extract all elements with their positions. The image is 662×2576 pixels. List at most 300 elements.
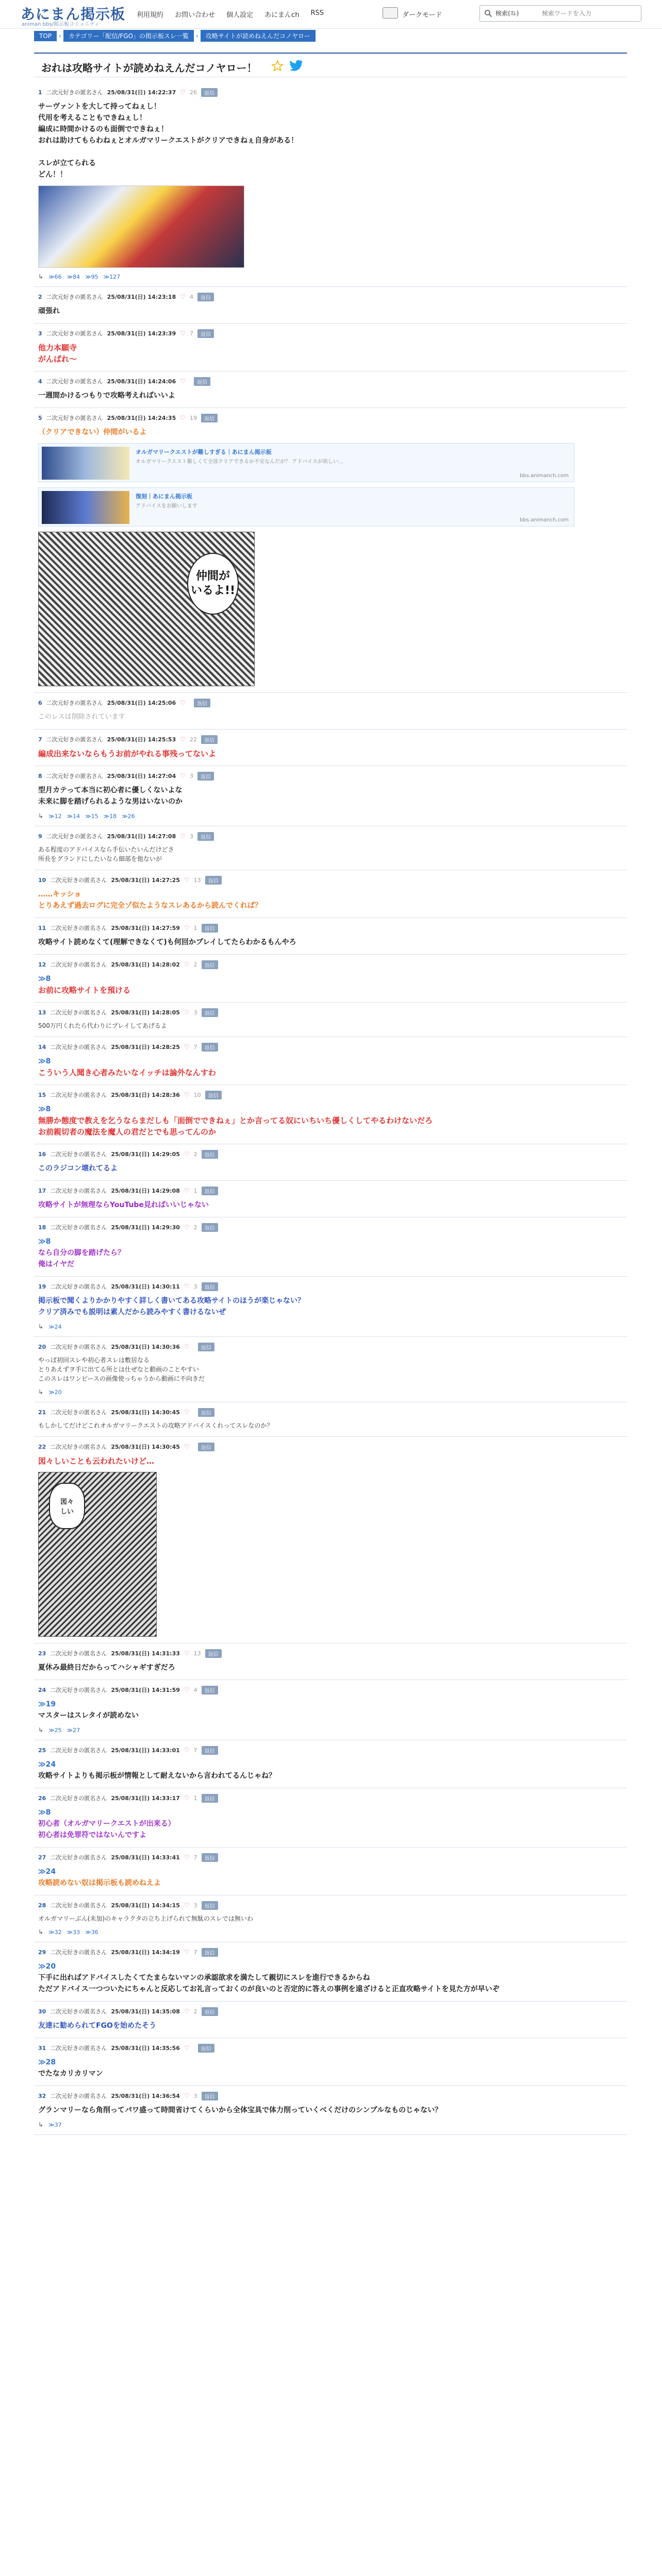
post-author: 二次元好きの匿名さん	[50, 1747, 107, 1754]
manga-speech-bubble: 仲間が いるよ!!	[187, 553, 239, 615]
post	[34, 955, 627, 1003]
post-date: 25/08/31(日) 14:25:53	[107, 736, 176, 743]
heart-icon[interactable]: ♡	[184, 1343, 190, 1350]
reply-button[interactable]: 返信	[205, 1649, 222, 1658]
post-date: 25/08/31(日) 14:30:36	[111, 1344, 180, 1350]
post-header	[38, 1186, 623, 1195]
post-date: 25/08/31(日) 14:24:35	[107, 415, 176, 421]
post-number[interactable]: 6	[38, 699, 42, 706]
reply-button[interactable]: 返信	[197, 772, 214, 781]
reply-button[interactable]: 返信	[202, 1948, 218, 1957]
post-number[interactable]: 19	[38, 1283, 46, 1290]
post-date: 25/08/31(日) 14:35:08	[111, 2008, 180, 2015]
post-header	[38, 329, 623, 338]
heart-icon[interactable]: ♡	[184, 1794, 190, 1802]
post-author: 二次元好きの匿名さん	[50, 961, 107, 968]
heart-icon[interactable]: ♡	[184, 1948, 190, 1956]
reply-button[interactable]: 返信	[202, 2007, 218, 2016]
post-number[interactable]: 28	[38, 1902, 46, 1909]
post-date: 25/08/31(日) 14:27:25	[111, 877, 180, 884]
breadcrumb-thread[interactable]: 攻略サイトが読めねえんだコノヤロー	[201, 30, 316, 42]
heart-icon[interactable]: ♡	[180, 414, 186, 421]
site-logo[interactable]: あにまん掲示板	[21, 6, 126, 23]
reply-link[interactable]: ≫12	[48, 812, 62, 820]
reply-button[interactable]: 返信	[202, 1794, 218, 1803]
post-number[interactable]: 9	[38, 833, 42, 840]
heart-icon[interactable]: ♡	[180, 330, 186, 337]
post	[34, 1085, 627, 1144]
post-number[interactable]: 32	[38, 2092, 46, 2099]
reply-button[interactable]: 返信	[202, 1686, 218, 1694]
heart-icon[interactable]: ♡	[184, 2044, 190, 2052]
like-count: 7	[193, 1043, 197, 1050]
reply-arrow-icon: ↳	[38, 1323, 44, 1330]
heart-icon[interactable]: ♡	[184, 1043, 190, 1050]
post-number[interactable]: 2	[38, 293, 42, 300]
post-body: サーヴァントを大して持ってねぇし！ 代用を考えることもできねぇし！ 編成に時間かけるのも面倒でできねぇ！ おれは助けてもらわねぇとオルガマリークエストがクリアできねぇ自身がある！ スレが立てられる どん！！	[38, 103, 299, 179]
reply-link[interactable]: ≫27	[67, 1726, 80, 1734]
heart-icon[interactable]: ♡	[184, 1443, 190, 1450]
post-author: 二次元好きの匿名さん	[50, 2045, 107, 2052]
post-number[interactable]: 11	[38, 924, 46, 931]
reply-link[interactable]: ≫32	[48, 1928, 62, 1936]
post-author: 二次元好きの匿名さん	[50, 2093, 107, 2099]
post-body: 無勝か態度で教えを乞うならまだしも「面倒でできねぇ」とか言ってる奴にいちいち優しくしてやるわけないだろ お前親切者の魔法を魔人の君だとでも思ってんのか	[38, 1116, 433, 1137]
reply-button[interactable]: 返信	[201, 735, 218, 744]
post	[34, 2038, 627, 2086]
post-header	[38, 1342, 623, 1351]
post-image[interactable]	[38, 532, 255, 686]
reply-arrow-icon: ↳	[38, 1928, 44, 1936]
post-date: 25/08/31(日) 14:31:33	[111, 1650, 180, 1657]
post-author: 二次元好きの匿名さん	[50, 1188, 107, 1194]
reply-link[interactable]: ≫18	[103, 812, 117, 820]
post-author: 二次元好きの匿名さん	[46, 330, 103, 337]
heart-icon[interactable]: ♡	[184, 1902, 190, 1909]
post-number[interactable]: 15	[38, 1091, 46, 1098]
post-author: 二次元好きの匿名さん	[50, 1009, 107, 1016]
post-number[interactable]: 17	[38, 1187, 46, 1194]
post-number[interactable]: 14	[38, 1043, 46, 1050]
post-header	[38, 1223, 623, 1232]
post-header	[38, 377, 623, 386]
embed-title[interactable]: 復刻｜あにまん掲示板	[136, 493, 192, 500]
dark-mode-toggle[interactable]	[383, 7, 398, 19]
like-count: 26	[190, 89, 197, 96]
post-author: 二次元好きの匿名さん	[50, 1902, 107, 1909]
post	[34, 324, 627, 371]
search-scope-select[interactable]: 検索(ｽﾚ)	[495, 10, 519, 17]
heart-icon[interactable]: ♡	[184, 1091, 190, 1098]
reply-button[interactable]: 返信	[194, 699, 210, 707]
post-body: 型月カテって本当に初心者に優しくないよな 未来に脚を踏げられるような男はいないのか	[38, 786, 183, 806]
post-body: ある程度のアドバイスなら手伝いたいんだけどさ 所長をグランドにしたいなら細部を他ないが	[38, 846, 174, 862]
reply-button[interactable]: 返信	[202, 924, 218, 933]
reply-anchor-link[interactable]: ≫8	[38, 1808, 51, 1817]
post-list	[34, 82, 627, 2135]
reply-button[interactable]: 返信	[205, 1091, 222, 1099]
reply-button[interactable]: 返信	[202, 960, 218, 969]
post	[34, 1402, 627, 1437]
post	[34, 2086, 627, 2135]
site-logo-subtitle: animan bbs/掲示板コミュニティ	[22, 22, 100, 27]
breadcrumb-separator: ›	[59, 32, 61, 40]
reply-links	[38, 1388, 623, 1396]
like-count: 3	[193, 1902, 197, 1909]
post-date: 25/08/31(日) 14:27:59	[111, 925, 180, 931]
embed-thumbnail	[42, 447, 129, 480]
breadcrumb-top[interactable]: TOP	[34, 31, 57, 41]
post	[34, 371, 627, 408]
heart-icon[interactable]: ♡	[184, 2008, 190, 2015]
reply-button[interactable]: 返信	[194, 377, 210, 386]
nav-item-animanch[interactable]: あにまんch	[264, 11, 300, 19]
heart-icon[interactable]: ♡	[180, 293, 186, 300]
post-number[interactable]: 16	[38, 1150, 46, 1158]
like-count: 7	[190, 330, 193, 337]
post-date: 25/08/31(日) 14:23:18	[107, 294, 176, 300]
post	[34, 1337, 627, 1402]
embed-description: アドバイスをお願いします	[136, 503, 197, 509]
post-image[interactable]	[38, 185, 244, 268]
post-author: 二次元好きの匿名さん	[46, 415, 103, 421]
heart-icon[interactable]: ♡	[184, 1283, 190, 1290]
reply-anchor-link[interactable]: ≫19	[38, 1700, 56, 1708]
post-body: 攻略サイト読めなくて(理解できなくて)も何回かプレイしてたらわかるもんやろ	[38, 938, 296, 946]
reply-button[interactable]: 返信	[198, 1443, 214, 1451]
post-header	[38, 1008, 623, 1017]
reply-anchor-link[interactable]: ≫24	[38, 1760, 56, 1769]
post-number[interactable]: 29	[38, 1948, 46, 1956]
reply-button[interactable]: 返信	[197, 832, 214, 841]
heart-icon[interactable]: ♡	[184, 876, 190, 884]
heart-icon[interactable]: ♡	[184, 1854, 190, 1861]
post-date: 25/08/31(日) 14:33:01	[111, 1747, 180, 1754]
reply-link[interactable]: ≫84	[67, 273, 80, 280]
post	[34, 1680, 627, 1740]
post	[34, 2002, 627, 2038]
nav-item-rss[interactable]: RSS	[310, 9, 324, 17]
heart-icon[interactable]: ♡	[184, 1409, 190, 1416]
heart-icon[interactable]: ♡	[184, 1009, 190, 1016]
heart-icon[interactable]: ♡	[184, 961, 190, 968]
heart-icon[interactable]: ♡	[180, 378, 186, 385]
post-header	[38, 292, 623, 301]
reply-anchor-link[interactable]: ≫8	[38, 1105, 51, 1113]
post-date: 25/08/31(日) 14:28:05	[111, 1009, 180, 1016]
heart-icon[interactable]: ♡	[180, 833, 186, 840]
top-header	[0, 0, 662, 29]
reply-link[interactable]: ≫37	[48, 2121, 62, 2128]
post-number[interactable]: 24	[38, 1686, 46, 1693]
post-number[interactable]: 13	[38, 1009, 46, 1016]
post-header	[38, 735, 623, 744]
post	[34, 1217, 627, 1277]
post-author: 二次元好きの匿名さん	[50, 877, 107, 884]
post-date: 25/08/31(日) 14:34:15	[111, 1902, 180, 1909]
post-author: 二次元好きの匿名さん	[50, 1092, 107, 1098]
post-date: 25/08/31(日) 14:30:45	[111, 1409, 180, 1416]
post-date: 25/08/31(日) 14:30:45	[111, 1444, 180, 1450]
link-embed-card[interactable]	[38, 443, 574, 482]
twitter-share-icon[interactable]	[290, 60, 303, 71]
post	[34, 1437, 627, 1643]
reply-link[interactable]: ≫95	[85, 273, 98, 280]
post-date: 25/08/31(日) 14:35:56	[111, 2045, 180, 2052]
like-count: 7	[193, 1948, 197, 1956]
nav-item-terms[interactable]: 利用規約	[137, 11, 164, 19]
nav-item-settings[interactable]: 個人設定	[226, 11, 254, 19]
reply-button[interactable]: 返信	[197, 329, 214, 338]
like-count: 22	[190, 736, 197, 743]
post-header	[38, 1090, 623, 1099]
reply-link[interactable]: ≫26	[122, 812, 135, 820]
reply-anchor-link[interactable]: ≫24	[38, 1868, 56, 1876]
post-number[interactable]: 27	[38, 1854, 46, 1861]
post	[34, 693, 627, 730]
reply-button[interactable]: 返信	[198, 1343, 214, 1351]
post-body: 攻略サイトよりも掲示板が情報として耐えないから言われてるんじゃね？	[38, 1772, 276, 1780]
post-body: マスターはスレタイが読めない	[38, 1711, 139, 1720]
like-count: 4	[190, 293, 193, 300]
post-image[interactable]	[38, 1472, 157, 1637]
reply-link[interactable]: ≫66	[48, 273, 62, 280]
post-body: グランマリーなら角削ってパワ盛って時間省けてくらいから全体宝具で体力削っていくべくだけのシンプルなものじゃない？	[38, 2106, 442, 2114]
dark-mode-label: ダークモード	[402, 11, 442, 19]
post	[34, 408, 627, 693]
reply-button[interactable]: 返信	[202, 1008, 218, 1017]
reply-button[interactable]: 返信	[202, 1901, 218, 1910]
search-icon[interactable]	[484, 9, 492, 18]
post-number[interactable]: 7	[38, 736, 42, 743]
post-number[interactable]: 1	[38, 89, 42, 96]
like-count: 2	[193, 961, 197, 968]
post-header	[38, 1408, 623, 1417]
post-header	[38, 1793, 623, 1803]
favorite-star-icon[interactable]	[271, 60, 284, 72]
like-count: 1	[193, 1187, 197, 1194]
post-date: 25/08/31(日) 14:31:59	[111, 1687, 180, 1693]
post-body: ……キッショ とりあえず過去ログに完全ゾ似たようなスレあるから読んでくれば？	[38, 890, 262, 910]
reply-link[interactable]: ≫25	[48, 1726, 62, 1734]
post-date: 25/08/31(日) 14:23:39	[107, 330, 176, 337]
post-header	[38, 1149, 623, 1159]
embed-description: オルガマリークエスト難しくて全部クリアできるか不安なんだが？ アドバイスが欲しい…	[136, 459, 343, 465]
post-author: 二次元好きの匿名さん	[50, 1344, 107, 1350]
post-body: 友達に勧められてFGOを始めたそう	[38, 2022, 156, 2030]
heart-icon[interactable]: ♡	[184, 1187, 190, 1194]
heart-icon[interactable]: ♡	[184, 1150, 190, 1158]
heart-icon[interactable]: ♡	[180, 89, 186, 96]
post-body: 夏休み最終日だからってハシャギすぎだろ	[38, 1664, 175, 1672]
like-count: 2	[193, 2008, 197, 2015]
reply-link[interactable]: ≫24	[48, 1323, 62, 1330]
post-body: 頑張れ	[38, 307, 60, 315]
post-date: 25/08/31(日) 14:33:17	[111, 1795, 180, 1802]
post-header	[38, 1947, 623, 1957]
post-body: このレスは削除されています	[38, 713, 125, 721]
post-number[interactable]: 30	[38, 2008, 46, 2015]
post-author: 二次元好きの匿名さん	[46, 700, 103, 706]
nav-item-contact[interactable]: お問い合わせ	[175, 11, 216, 19]
post-body: オルガマリーぶん(未加)のキャラクタの立ち上げられて無駄のスレでは無いわ	[38, 1915, 253, 1922]
breadcrumb-category[interactable]: カテゴリー「配信/FGO」の掲示板スレ一覧	[63, 30, 194, 42]
post-body: 500万円くれたら代わりにプレイしてあげるよ	[38, 1022, 167, 1029]
search-input[interactable]	[542, 8, 635, 19]
reply-button[interactable]: 返信	[198, 2044, 214, 2053]
post-author: 二次元好きの匿名さん	[46, 89, 103, 96]
post-number[interactable]: 5	[38, 414, 42, 421]
reply-button[interactable]: 返信	[202, 1187, 218, 1195]
heart-icon[interactable]: ♡	[184, 1686, 190, 1693]
post-date: 25/08/31(日) 14:30:11	[111, 1283, 180, 1290]
breadcrumb	[34, 30, 316, 42]
reply-button[interactable]: 返信	[202, 1853, 218, 1862]
post-author: 二次元好きの匿名さん	[50, 1650, 107, 1657]
reply-anchor-link[interactable]: ≫8	[38, 1238, 51, 1246]
post-header	[38, 771, 623, 781]
post	[34, 826, 627, 870]
post-number[interactable]: 3	[38, 330, 42, 337]
post-header	[38, 832, 623, 841]
post	[34, 1144, 627, 1181]
reply-anchor-link[interactable]: ≫20	[38, 1962, 56, 1971]
post	[34, 1740, 627, 1788]
like-count: 2	[193, 1224, 197, 1231]
post-body: 下手に出ればアドバイスしたくてたまらないマンの承認欲求を満たして親切にスレを進行できるからね ただアドバイス一つついたにちゃんと反応してお礼言っておくのが良いのと否定的に答えの事例を遠ざけると正直攻略サイトを見た方が早いぞ	[38, 1974, 500, 1993]
post-number[interactable]: 22	[38, 1443, 46, 1450]
reply-button[interactable]: 返信	[201, 88, 218, 97]
post-author: 二次元好きの匿名さん	[50, 1044, 107, 1050]
reply-button[interactable]: 返信	[202, 1746, 218, 1755]
heart-icon[interactable]: ♡	[180, 699, 186, 706]
post-number[interactable]: 26	[38, 1794, 46, 1802]
post-date: 25/08/31(日) 14:28:02	[111, 961, 180, 968]
post-body: 攻略サイトが無理ならYouTube見ればいいじゃない	[38, 1201, 209, 1209]
link-embed-card[interactable]	[38, 487, 574, 527]
reply-link[interactable]: ≫36	[85, 1928, 98, 1936]
post-number[interactable]: 23	[38, 1650, 46, 1657]
post-body: もしかしてだけどこれオルガマリークエストの攻略アドバイスくれってスレなのか？	[38, 1422, 273, 1429]
post-number[interactable]: 31	[38, 2044, 46, 2052]
reply-link[interactable]: ≫14	[67, 812, 80, 820]
post-body: このラジコン壊れてるよ	[38, 1164, 118, 1173]
post	[34, 730, 627, 766]
reply-button[interactable]: 返信	[198, 1408, 214, 1417]
reply-links	[38, 812, 623, 820]
post-number[interactable]: 10	[38, 876, 46, 884]
like-count: 2	[193, 1150, 197, 1158]
reply-button[interactable]: 返信	[202, 1150, 218, 1159]
post-body: 図々しいことも云われたいけど…	[38, 1456, 155, 1466]
post-author: 二次元好きの匿名さん	[50, 1224, 107, 1231]
post-number[interactable]: 21	[38, 1409, 46, 1416]
heart-icon[interactable]: ♡	[184, 1224, 190, 1231]
thread-title: おれは攻略サイトが読めねえんだコノヤロー！	[41, 62, 257, 74]
like-count: 3	[193, 1283, 197, 1290]
like-count: 3	[190, 833, 193, 840]
reply-button[interactable]: 返信	[202, 1043, 218, 1052]
post-date: 25/08/31(日) 14:36:54	[111, 2093, 180, 2099]
post-body: 編成出来ないならもうお前がやれる事残ってないよ	[38, 749, 217, 758]
post-date: 25/08/31(日) 14:25:06	[107, 700, 176, 706]
search-box	[479, 5, 641, 22]
heart-icon[interactable]: ♡	[184, 1650, 190, 1657]
reply-link[interactable]: ≫15	[85, 812, 98, 820]
post-number[interactable]: 18	[38, 1224, 46, 1231]
reply-anchor-link[interactable]: ≫28	[38, 2058, 56, 2066]
reply-button[interactable]: 返信	[202, 1282, 218, 1291]
post-header	[38, 875, 623, 885]
post-author: 二次元好きの匿名さん	[50, 1151, 107, 1158]
reply-anchor-link[interactable]: ≫8	[38, 1057, 51, 1065]
reply-link[interactable]: ≫20	[48, 1388, 62, 1396]
main-nav	[137, 9, 324, 19]
post-body: 一週間かけるつもりで攻略考えればいいよ	[38, 392, 175, 400]
post-number[interactable]: 4	[38, 378, 42, 385]
post-author: 二次元好きの匿名さん	[50, 1949, 107, 1956]
post-body: 他力本願寺 がんばれ〜	[38, 343, 77, 364]
like-count: 13	[193, 876, 201, 884]
reply-arrow-icon: ↳	[38, 1388, 44, 1396]
post	[34, 1003, 627, 1037]
post-author: 二次元好きの匿名さん	[50, 2008, 107, 2015]
like-count: 3	[193, 2092, 197, 2099]
post	[34, 82, 627, 287]
heart-icon[interactable]: ♡	[180, 736, 186, 743]
reply-link[interactable]: ≫33	[67, 1928, 80, 1936]
reply-arrow-icon: ↳	[38, 812, 44, 820]
reply-links	[38, 1323, 623, 1330]
post	[34, 1037, 627, 1085]
reply-button[interactable]: 返信	[202, 1223, 218, 1232]
post-author: 二次元好きの匿名さん	[50, 1444, 107, 1450]
post-header	[38, 960, 623, 969]
post-number[interactable]: 25	[38, 1747, 46, 1754]
post-date: 25/08/31(日) 14:28:36	[111, 1092, 180, 1098]
post-number[interactable]: 12	[38, 961, 46, 968]
post-body: 掲示板で聞くよりかかりやすく詳しく書いてある攻略サイトのほうが楽じゃない？ クリア済みでも説明は素人だから読みやすく書けるないぜ	[38, 1297, 305, 1316]
post-header	[38, 2091, 623, 2100]
embed-host: bbs.animanch.com	[520, 473, 569, 479]
post-date: 25/08/31(日) 14:24:06	[107, 378, 176, 385]
post-number[interactable]: 20	[38, 1343, 46, 1350]
post	[34, 1643, 627, 1680]
post-body: 攻略読めない奴は掲示板も読めねえよ	[38, 1879, 161, 1887]
reply-link[interactable]: ≫127	[103, 273, 121, 280]
post-header	[38, 1901, 623, 1910]
reply-links	[38, 273, 623, 280]
heart-icon[interactable]: ♡	[184, 2092, 190, 2099]
heart-icon[interactable]: ♡	[184, 1747, 190, 1754]
post	[34, 766, 627, 826]
heart-icon[interactable]: ♡	[184, 924, 190, 931]
like-count: 10	[193, 1091, 201, 1098]
post-number[interactable]: 8	[38, 772, 42, 779]
like-count: 1	[193, 1794, 197, 1802]
post-body: お前に攻略サイトを預ける	[38, 986, 130, 995]
reply-button[interactable]: 返信	[201, 414, 218, 422]
post-date: 25/08/31(日) 14:22:37	[107, 89, 176, 96]
post-date: 25/08/31(日) 14:28:25	[111, 1044, 180, 1050]
like-count: 3	[190, 772, 193, 779]
reply-button[interactable]: 返信	[202, 2092, 218, 2100]
reply-button[interactable]: 返信	[205, 876, 222, 885]
embed-title[interactable]: オルガマリークエストが難しすぎる｜あにまん掲示板	[136, 449, 272, 455]
heart-icon[interactable]: ♡	[180, 772, 186, 779]
reply-button[interactable]: 返信	[197, 293, 214, 301]
reply-anchor-link[interactable]: ≫8	[38, 975, 51, 983]
